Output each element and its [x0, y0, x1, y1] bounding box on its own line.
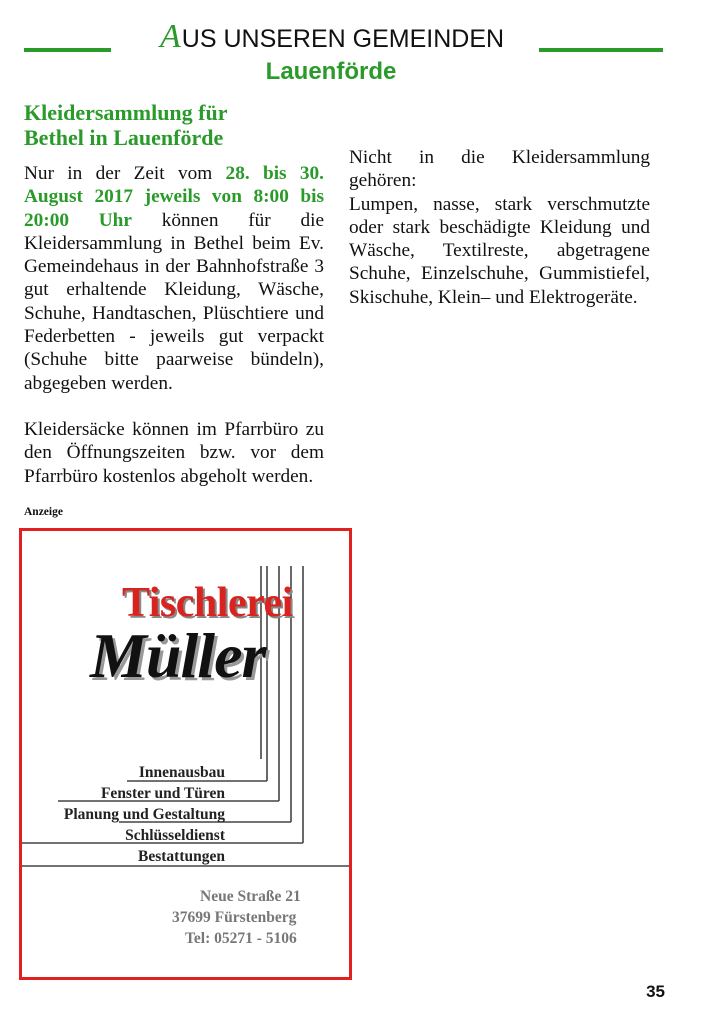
article-column-right — [349, 100, 650, 309]
ad-service-3: Planung und Gestaltung — [63, 806, 225, 823]
p1-post: können für die Kleidersammlung in Bethel beim Ev. Gemeindehaus in der Bahnhofstraße 3 gut erhaltende Kleidung, Wäsche, Schuhe, Handtaschen, Plüschtiere und Federbetten - jeweils gut verpackt (Schuhe bitte paarweise bündeln), abgegeben werden. — [24, 209, 325, 394]
advertisement-box — [19, 528, 352, 980]
ad-phone: Tel: 05271 - 5106 — [185, 930, 297, 947]
p1-pre: Nur in der Zeit vom — [24, 163, 226, 184]
ad-service-2: Fenster und Türen — [100, 785, 225, 802]
article-paragraph-3-line2: Lumpen, nasse, stark verschmutzte oder stark beschädigte Kleidung und Wäsche, Textilreste, abgetragene Schuhe, Einzelschuhe, Gummistiefel, Skischuhe, Klein– und Elektrogeräte. — [349, 193, 650, 308]
section-title-rest: US UNSEREN GEMEINDEN — [181, 25, 505, 53]
p1-highlight-dates: 28. bis 30. August 2017 jeweils von 8:00 bis 20:00 Uhr — [24, 163, 324, 231]
header-rule-left — [24, 48, 111, 52]
page-number: 35 — [646, 982, 665, 1001]
ad-service-4: Schlüsseldienst — [125, 827, 225, 844]
article-title-line1: Kleidersammlung für — [24, 100, 228, 125]
ad-address-street: Neue Straße 21 — [200, 888, 301, 905]
article-paragraph-2: Kleidersäcke können im Pfarrbüro zu den Öffnungszeiten bzw. vor dem Pfarrbüro kostenlos abgeholt werden. — [24, 418, 324, 487]
section-subtitle — [0, 58, 662, 86]
ad-service-1: Innenausbau — [138, 764, 225, 781]
ad-service-5: Bestattungen — [138, 848, 225, 865]
ad-brand-tischlerei: Tischlerei — [122, 580, 293, 626]
article-title — [24, 100, 324, 150]
section-title-initial: A — [160, 18, 181, 55]
article-paragraph-1 — [24, 162, 324, 395]
header-rule-right — [539, 48, 663, 52]
section-subtitle-text: Lauenförde — [265, 58, 397, 85]
section-title — [160, 20, 504, 54]
ad-brand-mueller: Müller — [90, 620, 266, 691]
article-title-line2: Bethel in Lauenförde — [24, 125, 224, 150]
article-column-left — [24, 100, 324, 488]
advertisement-label: Anzeige — [24, 506, 63, 518]
article-paragraph-3-line1: Nicht in die Kleidersammlung gehören: — [349, 147, 650, 192]
ad-address-city: 37699 Fürstenberg — [172, 909, 297, 926]
